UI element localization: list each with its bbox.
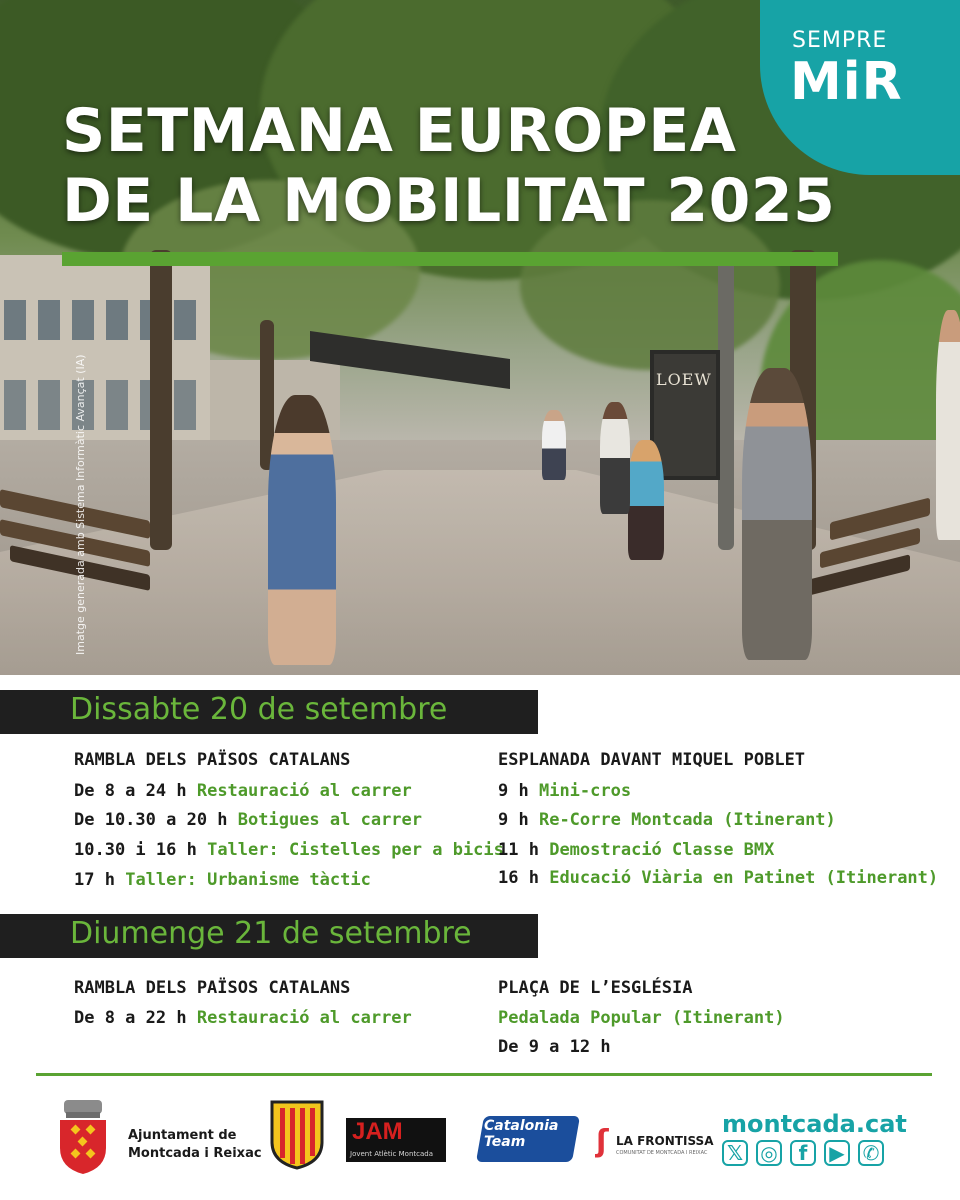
photo-caption: Imatge generada amb Sistema Informàtic Avançat (IA): [74, 354, 87, 655]
la-frontissa-subtext: COMUNITAT DE MONTCADA I REIXAC: [616, 1150, 708, 1156]
title-underline: [62, 252, 838, 266]
title-line-2: DE LA MOBILITAT 2025: [62, 166, 836, 236]
poster-title: [62, 96, 862, 236]
bench-right: [800, 510, 930, 630]
man-background: [542, 410, 566, 480]
logo-mir-text: MiR: [790, 52, 903, 112]
catalonia-team-text: Catalonia Team: [484, 1118, 559, 1150]
club-shield-icon: [270, 1098, 324, 1170]
logo-sempre-text: SEMPRE: [792, 28, 888, 53]
x-icon[interactable]: 𝕏: [722, 1140, 748, 1166]
schedule-row: 16 h Educació Viària en Patinet (Itinerant): [498, 868, 939, 888]
schedule-row: De 8 a 24 h Restauració al carrer: [74, 781, 412, 801]
schedule-row: 9 h Re-Corre Montcada (Itinerant): [498, 810, 836, 830]
whatsapp-icon[interactable]: ✆: [858, 1140, 884, 1166]
instagram-icon[interactable]: ◎: [756, 1140, 782, 1166]
social-icons: [722, 1140, 884, 1166]
schedule-row: 11 h Demostració Classe BMX: [498, 840, 775, 860]
venue-placa-esglesia: PLAÇA DE L’ESGLÉSIA: [498, 978, 693, 998]
schedule-row: De 8 a 22 h Restauració al carrer: [74, 1008, 412, 1028]
day-title-saturday: Dissabte 20 de setembre: [70, 692, 448, 727]
jam-logo-subtext: Jovent Atlètic Montcada: [350, 1150, 434, 1158]
title-line-1: SETMANA EUROPEA: [62, 96, 737, 166]
youtube-icon[interactable]: ▶: [824, 1140, 850, 1166]
woman-walking: [268, 395, 336, 665]
schedule-row: 17 h Taller: Urbanisme tàctic: [74, 870, 371, 890]
child-cycling: [628, 440, 664, 560]
man-standing: [742, 368, 812, 660]
woman-background: [600, 402, 630, 514]
venue-rambla-saturday: RAMBLA DELS PAÏSOS CATALANS: [74, 750, 351, 770]
venue-rambla-sunday: RAMBLA DELS PAÏSOS CATALANS: [74, 978, 351, 998]
schedule-row: De 10.30 a 20 h Botigues al carrer: [74, 810, 423, 830]
schedule-row: De 9 a 12 h: [498, 1037, 611, 1057]
schedule-row: 10.30 i 16 h Taller: Cistelles per a bicis: [74, 840, 504, 860]
la-frontissa-icon: ʃ: [596, 1124, 609, 1159]
poster-text: LOEW: [656, 370, 712, 389]
man-edge: [936, 310, 960, 540]
schedule-row: 9 h Mini-cros: [498, 781, 632, 801]
facebook-icon[interactable]: f: [790, 1140, 816, 1166]
venue-esplanada: ESPLANADA DAVANT MIQUEL POBLET: [498, 750, 806, 770]
ajuntament-coat-of-arms-icon: [52, 1096, 114, 1176]
schedule-row: Pedalada Popular (Itinerant): [498, 1008, 785, 1028]
footer-divider: [36, 1073, 932, 1076]
day-title-sunday: Diumenge 21 de setembre: [70, 916, 472, 951]
jam-logo-text: JAM: [352, 1118, 403, 1145]
la-frontissa-text: LA FRONTISSA: [616, 1134, 714, 1148]
ajuntament-name: Ajuntament de Montcada i Reixac: [128, 1128, 262, 1161]
website-link[interactable]: montcada.cat: [722, 1110, 907, 1138]
